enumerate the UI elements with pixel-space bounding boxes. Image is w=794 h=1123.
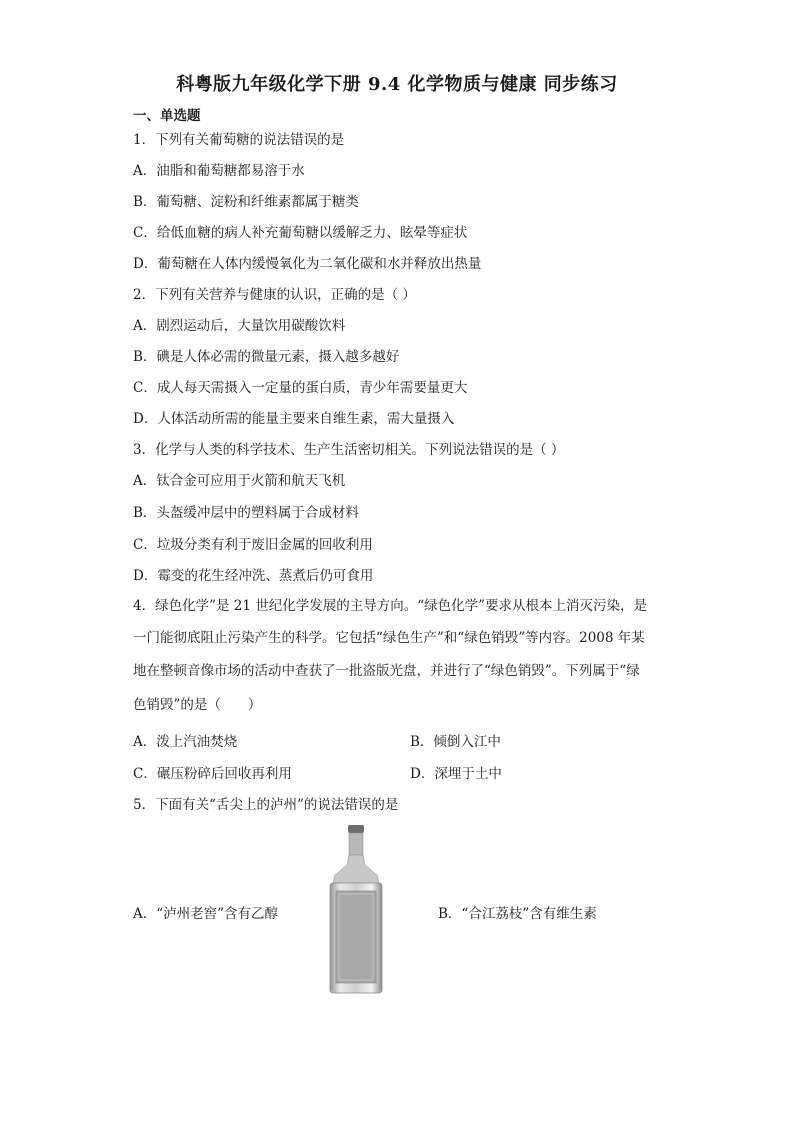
question-1-option-b: B．葡萄糖、淀粉和纤维素都属于糖类 (133, 194, 359, 210)
question-4-stem-line-3: 地在整顿音像市场的活动中查获了一批盗版光盘，并进行了“绿色销毁”。下列属于“绿 (133, 663, 640, 679)
question-3-stem: 3．化学与人类的科学技术、生产生活密切相关。下列说法错误的是（ ） (133, 442, 565, 458)
question-2-option-b: B．碘是人体必需的微量元素，摄入越多越好 (133, 349, 400, 365)
question-3-option-b: B．头盔缓冲层中的塑料属于合成材料 (133, 505, 359, 521)
question-4-option-c: C．碾压粉碎后回收再利用 (133, 766, 292, 782)
question-1-option-c: C．给低血糖的病人补充葡萄糖以缓解乏力、眩晕等症状 (133, 225, 468, 241)
question-3-option-d: D．霉变的花生经冲洗、蒸煮后仍可食用 (133, 568, 374, 584)
question-5-option-b: B．“合江荔枝”含有维生素 (438, 906, 597, 922)
question-2-option-a: A．剧烈运动后，大量饮用碳酸饮料 (133, 318, 346, 334)
question-4-stem-line-1: 4．绿色化学”是 21 世纪化学发展的主导方向。“绿色化学”要求从根本上消灭污染，是 (133, 598, 648, 614)
question-2-stem: 2．下列有关营养与健康的认识，正确的是（ ） (133, 287, 416, 303)
question-5-option-a: A．“泸州老窖”含有乙醇 (133, 906, 279, 922)
question-1-stem: 1．下列有关葡萄糖的说法错误的是 (133, 132, 345, 148)
question-3-option-c: C．垃圾分类有利于废旧金属的回收利用 (133, 537, 373, 553)
question-4-stem-line-2: 一门能彻底阻止污染产生的科学。它包括“绿色生产”和“绿色销毁”等内容。2008 年某 (133, 630, 645, 646)
question-1-option-a: A．油脂和葡萄糖都易溶于水 (133, 163, 305, 179)
question-2-option-d: D．人体活动所需的能量主要来自维生素，需大量摄入 (133, 411, 455, 427)
question-4-option-a: A．泼上汽油焚烧 (133, 734, 238, 750)
liquor-bottle-image (327, 825, 385, 995)
question-5-stem: 5．下面有关“舌尖上的泸州”的说法错误的是 (133, 797, 399, 813)
section-heading: 一、单选题 (133, 108, 201, 124)
question-2-option-c: C．成人每天需摄入一定量的蛋白质，青少年需要量更大 (133, 380, 468, 396)
question-4-option-d: D．深埋于土中 (410, 766, 502, 782)
question-4-stem-line-4: 色销毁”的是（ ） (133, 697, 262, 713)
question-3-option-a: A．钛合金可应用于火箭和航天飞机 (133, 473, 346, 489)
page-title: 科粤版九年级化学下册 9.4 化学物质与健康 同步练习 (176, 74, 618, 95)
question-4-option-b: B．倾倒入江中 (410, 734, 501, 750)
question-1-option-d: D．葡萄糖在人体内缓慢氧化为二氧化碳和水并释放出热量 (133, 256, 482, 272)
